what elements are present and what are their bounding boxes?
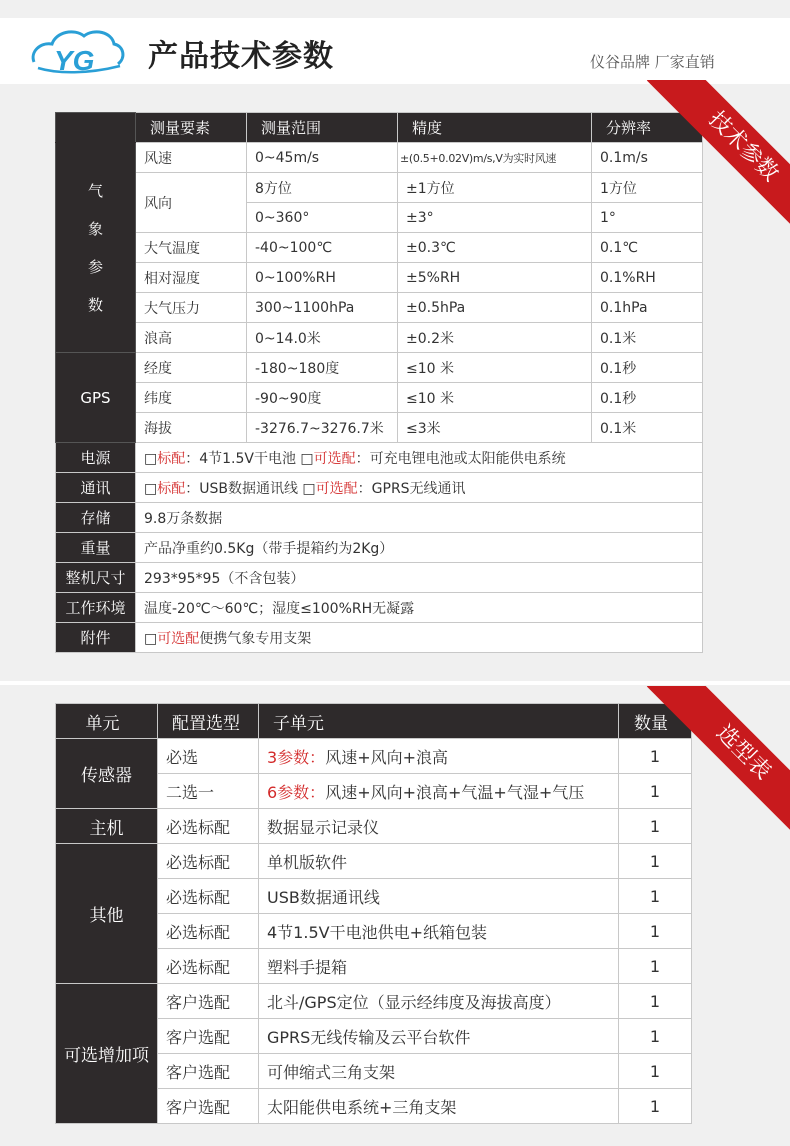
qty-cell: 1	[619, 949, 692, 984]
spec-accuracy: ≤10 米	[398, 353, 592, 383]
power-value: □标配：4节1.5V干电池 □可选配：可充电锂电池或太阳能供电系统	[136, 443, 703, 473]
spec-accuracy: ±0.3℃	[398, 233, 592, 263]
environment-label: 工作环境	[56, 593, 136, 623]
qty-cell: 1	[619, 1054, 692, 1089]
brand-slogan: 仪谷品牌 厂家直销	[590, 53, 715, 71]
spec-resolution: 0.1m/s	[592, 143, 703, 173]
subunit-cell: GPRS无线传输及云平台软件	[259, 1019, 619, 1054]
spec-accuracy: ±0.2米	[398, 323, 592, 353]
subunit-cell: 单机版软件	[259, 844, 619, 879]
table-row	[56, 844, 692, 879]
qty-cell: 1	[619, 914, 692, 949]
spec-accuracy: ±3°	[398, 203, 592, 233]
spec-header-resolution: 分辨率	[592, 113, 703, 143]
spec-range: 0~100%RH	[247, 263, 398, 293]
tech-params-ribbon: 技术参数	[640, 80, 790, 230]
spec-range: 0~45m/s	[247, 143, 398, 173]
table-row	[56, 623, 703, 653]
select-header-subunit: 子单元	[259, 704, 619, 739]
table-row	[56, 593, 703, 623]
subunit-cell: 太阳能供电系统+三角支架	[259, 1089, 619, 1124]
comm-label: 通讯	[56, 473, 136, 503]
spec-item: 风向	[136, 173, 247, 233]
spec-item: 风速	[136, 143, 247, 173]
table-row	[56, 263, 703, 293]
spec-resolution: 0.1米	[592, 413, 703, 443]
brand-logo-icon	[28, 24, 128, 80]
qty-cell: 1	[619, 1019, 692, 1054]
spec-table	[55, 112, 703, 653]
qty-cell: 1	[619, 984, 692, 1019]
spec-range: -90~90度	[247, 383, 398, 413]
subunit-cell: 6参数：风速+风向+浪高+气温+气湿+气压	[259, 774, 619, 809]
spec-resolution: 0.1秒	[592, 383, 703, 413]
qty-cell: 1	[619, 879, 692, 914]
accessory-value: □可选配便携气象专用支架	[136, 623, 703, 653]
table-row	[56, 143, 703, 173]
spec-resolution: 1°	[592, 203, 703, 233]
spec-range: -180~180度	[247, 353, 398, 383]
subunit-cell: 塑料手提箱	[259, 949, 619, 984]
comm-value: □标配：USB数据通讯线 □可选配：GPRS无线通讯	[136, 473, 703, 503]
table-row	[56, 533, 703, 563]
config-cell: 客户选配	[158, 984, 259, 1019]
config-cell: 必选标配	[158, 914, 259, 949]
table-row	[56, 984, 692, 1019]
config-cell: 客户选配	[158, 1054, 259, 1089]
spec-range: -3276.7~3276.7米	[247, 413, 398, 443]
table-row	[56, 173, 703, 203]
table-row	[56, 443, 703, 473]
sensor-group-label: 传感器	[56, 739, 158, 809]
spec-accuracy: ±0.5hPa	[398, 293, 592, 323]
qty-cell: 1	[619, 809, 692, 844]
spec-header-corner	[56, 113, 136, 143]
page-title: 产品技术参数	[148, 39, 334, 74]
table-row	[56, 233, 703, 263]
subunit-cell: 北斗/GPS定位（显示经纬度及海拔高度）	[259, 984, 619, 1019]
svg-text:YG: YG	[54, 45, 95, 76]
table-row	[56, 293, 703, 323]
spec-accuracy: ≤3米	[398, 413, 592, 443]
selection-ribbon: 选型表	[640, 686, 790, 836]
spec-range: 0~14.0米	[247, 323, 398, 353]
select-header-config: 配置选型	[158, 704, 259, 739]
config-cell: 必选	[158, 739, 259, 774]
spec-item: 相对湿度	[136, 263, 247, 293]
table-row	[56, 563, 703, 593]
weather-group-label: 气 象 参 数	[56, 143, 136, 353]
weight-value: 产品净重约0.5Kg（带手提箱约为2Kg）	[136, 533, 703, 563]
spec-accuracy: ±1方位	[398, 173, 592, 203]
spec-resolution: 0.1%RH	[592, 263, 703, 293]
subunit-cell: USB数据通讯线	[259, 879, 619, 914]
spec-range: -40~100℃	[247, 233, 398, 263]
subunit-cell: 4节1.5V干电池供电+纸箱包装	[259, 914, 619, 949]
table-row	[56, 383, 703, 413]
table-row	[56, 809, 692, 844]
spec-accuracy: ≤10 米	[398, 383, 592, 413]
section-divider	[0, 681, 790, 685]
subunit-cell: 3参数：风速+风向+浪高	[259, 739, 619, 774]
spec-resolution: 1方位	[592, 173, 703, 203]
subunit-cell: 可伸缩式三角支架	[259, 1054, 619, 1089]
config-cell: 必选标配	[158, 949, 259, 984]
spec-item: 海拔	[136, 413, 247, 443]
host-group-label: 主机	[56, 809, 158, 844]
table-row	[56, 353, 703, 383]
select-header-qty: 数量	[619, 704, 692, 739]
table-row	[56, 323, 703, 353]
optional-group-label: 可选增加项	[56, 984, 158, 1124]
storage-label: 存储	[56, 503, 136, 533]
accessory-label: 附件	[56, 623, 136, 653]
spec-resolution: 0.1米	[592, 323, 703, 353]
spec-accuracy: ±5%RH	[398, 263, 592, 293]
spec-header-range: 测量范围	[247, 113, 398, 143]
config-cell: 必选标配	[158, 844, 259, 879]
table-row	[56, 739, 692, 774]
config-cell: 二选一	[158, 774, 259, 809]
qty-cell: 1	[619, 1089, 692, 1124]
spec-item: 大气温度	[136, 233, 247, 263]
spec-header-row	[56, 113, 703, 143]
select-header-row	[56, 704, 692, 739]
table-row	[56, 413, 703, 443]
spec-item: 纬度	[136, 383, 247, 413]
storage-value: 9.8万条数据	[136, 503, 703, 533]
spec-item: 经度	[136, 353, 247, 383]
spec-accuracy: ±(0.5+0.02V)m/s,V为实时风速	[398, 143, 592, 173]
qty-cell: 1	[619, 739, 692, 774]
select-header-unit: 单元	[56, 704, 158, 739]
size-value: 293*95*95（不含包装）	[136, 563, 703, 593]
qty-cell: 1	[619, 774, 692, 809]
spec-header-item: 测量要素	[136, 113, 247, 143]
spec-item: 浪高	[136, 323, 247, 353]
config-cell: 必选标配	[158, 809, 259, 844]
selection-table	[55, 703, 692, 1124]
size-label: 整机尺寸	[56, 563, 136, 593]
spec-range: 0~360°	[247, 203, 398, 233]
config-cell: 必选标配	[158, 879, 259, 914]
spec-resolution: 0.1hPa	[592, 293, 703, 323]
environment-value: 温度-20℃～60℃；湿度≤100%RH无凝露	[136, 593, 703, 623]
qty-cell: 1	[619, 844, 692, 879]
gps-group-label: GPS	[56, 353, 136, 443]
spec-header-accuracy: 精度	[398, 113, 592, 143]
spec-resolution: 0.1℃	[592, 233, 703, 263]
config-cell: 客户选配	[158, 1089, 259, 1124]
spec-range: 300~1100hPa	[247, 293, 398, 323]
config-cell: 客户选配	[158, 1019, 259, 1054]
subunit-cell: 数据显示记录仪	[259, 809, 619, 844]
power-label: 电源	[56, 443, 136, 473]
weight-label: 重量	[56, 533, 136, 563]
spec-item: 大气压力	[136, 293, 247, 323]
spec-resolution: 0.1秒	[592, 353, 703, 383]
table-row	[56, 503, 703, 533]
spec-range: 8方位	[247, 173, 398, 203]
other-group-label: 其他	[56, 844, 158, 984]
table-row	[56, 473, 703, 503]
